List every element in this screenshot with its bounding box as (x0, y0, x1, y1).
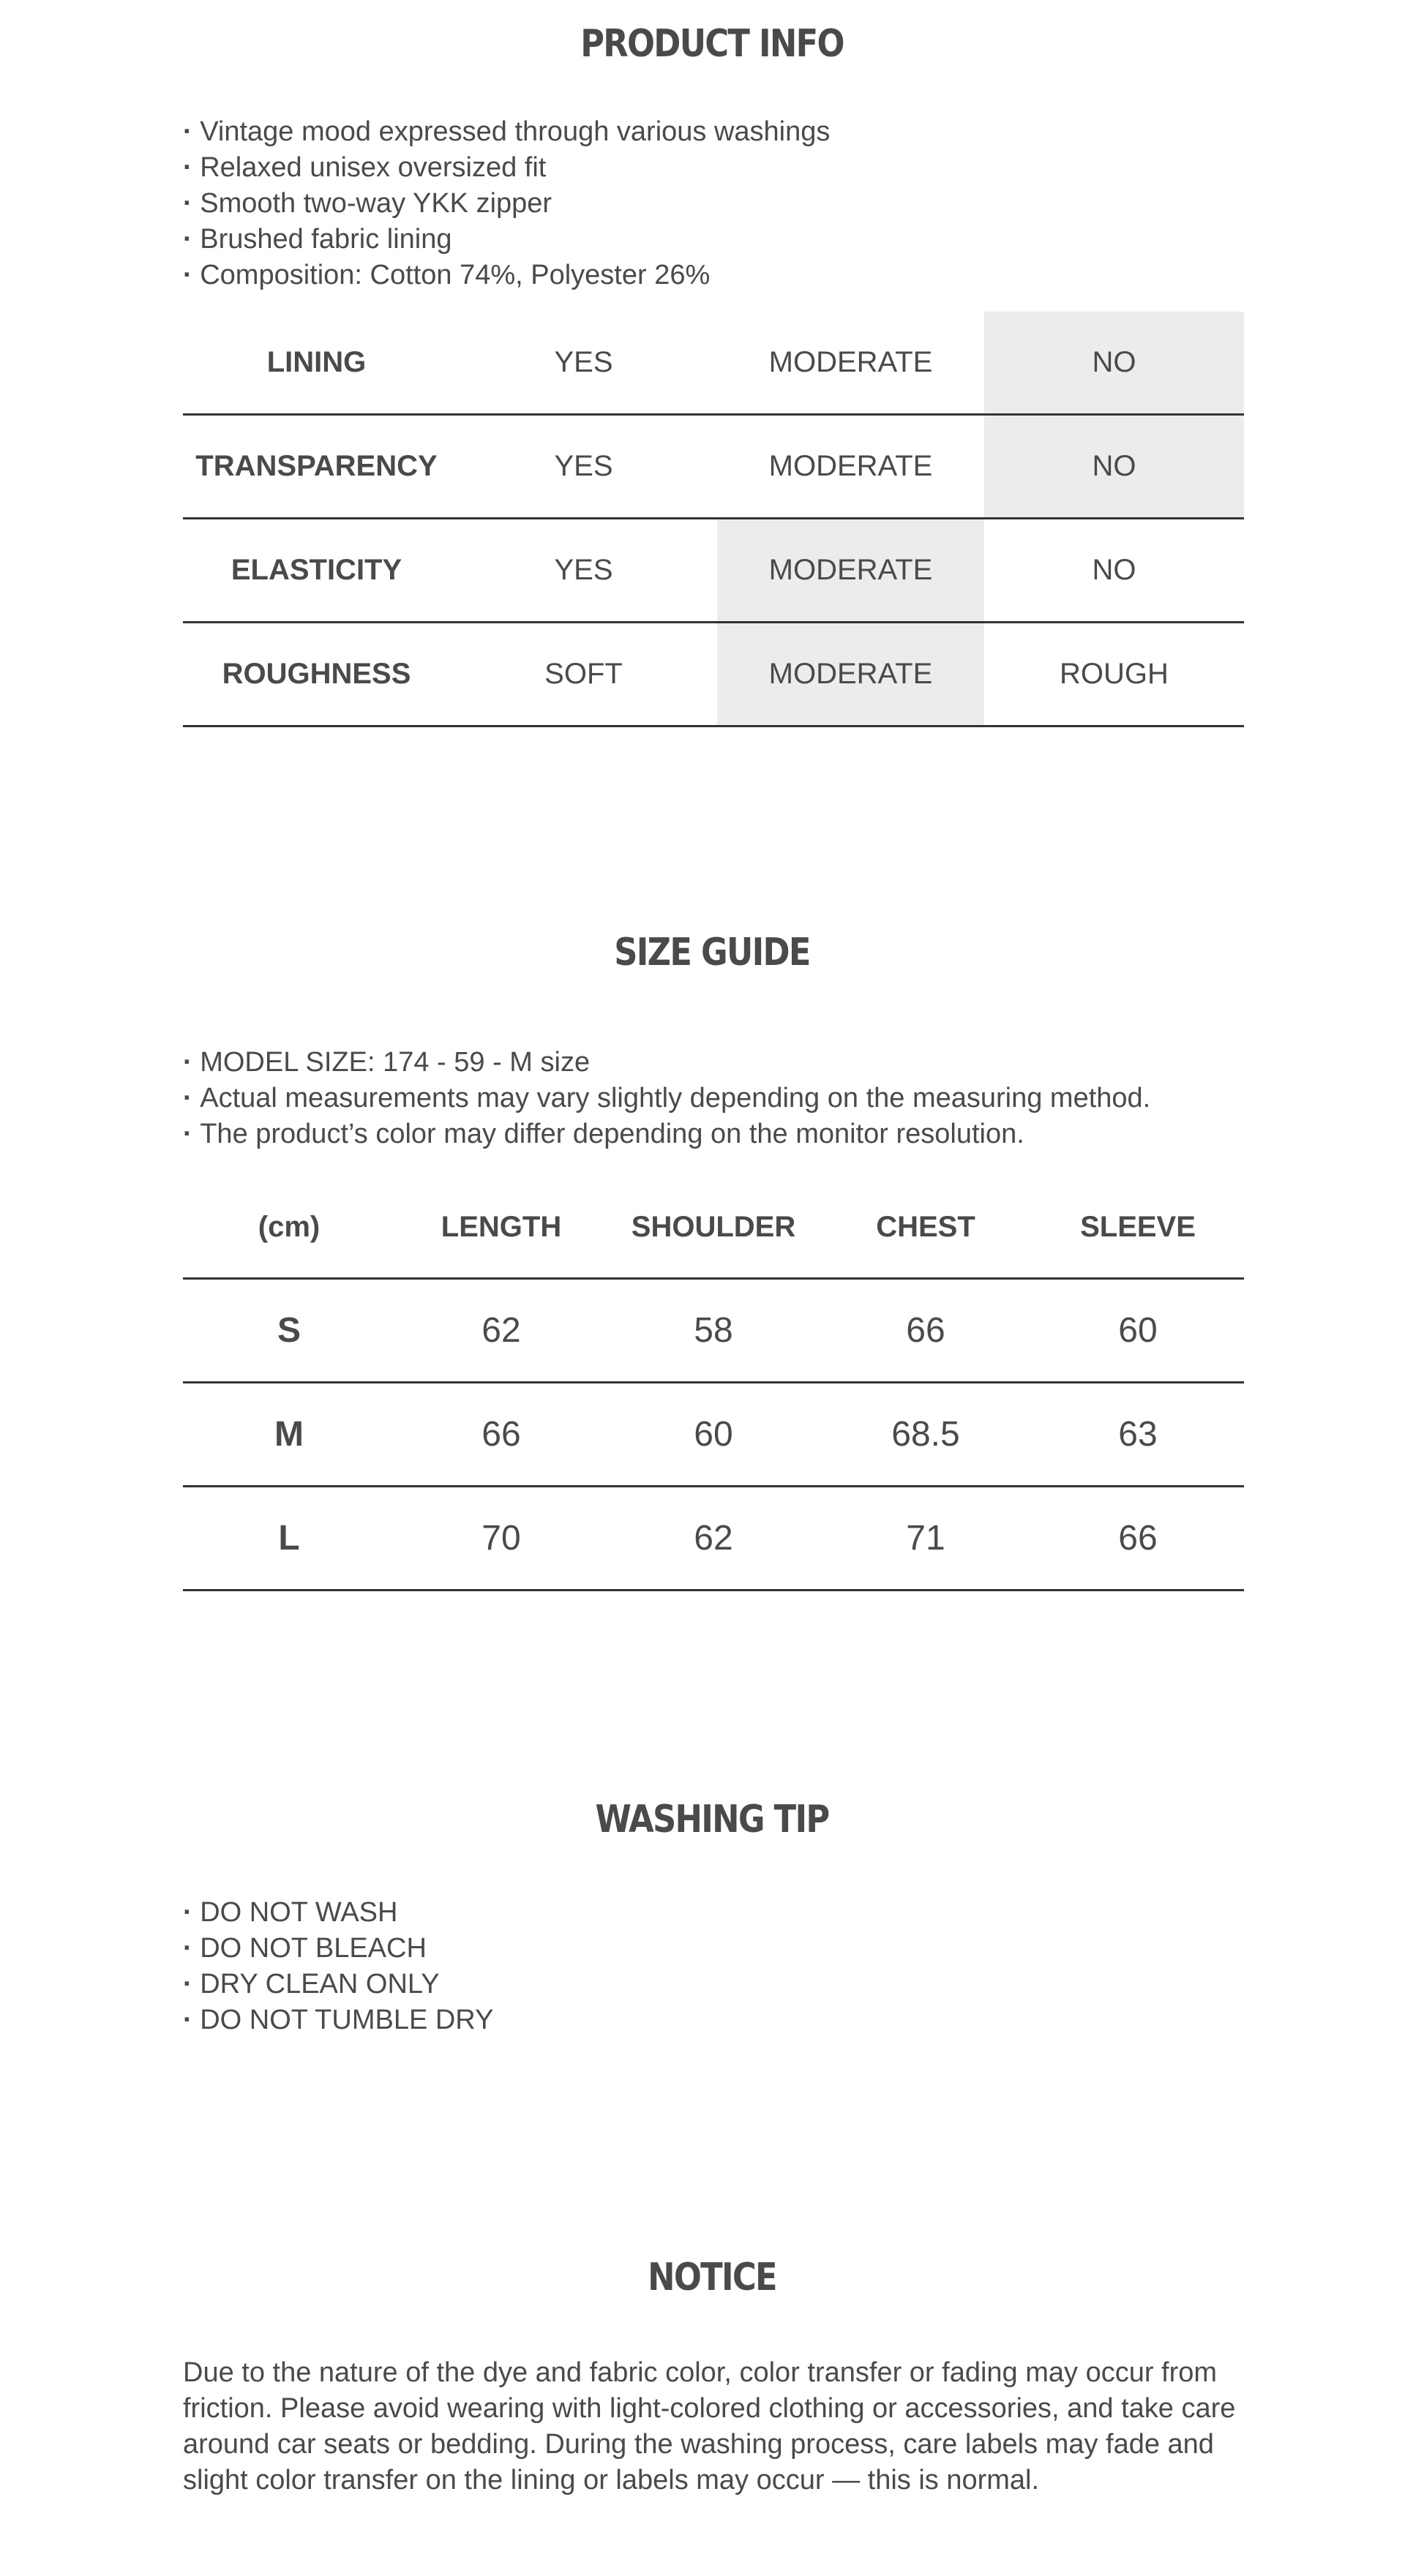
attribute-option: MODERATE (768, 346, 933, 378)
bullet-item: · Relaxed unisex oversized fit (183, 150, 830, 186)
table-cell: 62 (481, 1311, 521, 1350)
table-row (183, 1487, 1244, 1591)
attribute-label: TRANSPARENCY (195, 450, 438, 482)
size-guide-bullets (183, 1045, 1150, 1152)
bullet-item: · DO NOT WASH (183, 1895, 493, 1931)
table-cell: 60 (694, 1415, 733, 1454)
column-header: CHEST (876, 1210, 975, 1243)
table-cell: 70 (481, 1519, 521, 1558)
attribute-option: NO (984, 312, 1244, 413)
attribute-row-transparency (183, 416, 1244, 519)
size-label: S (277, 1311, 301, 1350)
size-table (183, 1176, 1244, 1591)
table-cell: 71 (906, 1519, 945, 1558)
size-label: M (274, 1415, 304, 1454)
attribute-option: MODERATE (717, 519, 984, 621)
product-info-bullets (183, 114, 830, 293)
notice-title: NOTICE (648, 2256, 776, 2299)
notice-paragraph: Due to the nature of the dye and fabric color, color transfer or fading may occur from friction. Please avoid wearing with light-colored clothing or accessories, and take care around car seats or bedding. During the washing process, care labels may fade and slight color transfer on the lining or labels may occur — this is normal. (183, 2357, 1236, 2496)
attribute-option: NO (1092, 554, 1136, 586)
washing-tip-bullets (183, 1895, 493, 2038)
attribute-option: SOFT (544, 658, 623, 690)
bullet-item: · DO NOT BLEACH (183, 1931, 493, 1967)
product-info-title: PRODUCT INFO (580, 22, 844, 66)
attribute-label: LINING (266, 346, 367, 378)
column-header: (cm) (258, 1210, 321, 1243)
table-cell: 66 (906, 1311, 945, 1350)
table-cell: 66 (1118, 1519, 1158, 1558)
bullet-item: · The product’s color may differ depending on the monitor resolution. (183, 1116, 1150, 1152)
table-row (183, 1383, 1244, 1487)
attribute-row-roughness (183, 623, 1244, 727)
table-cell: 62 (694, 1519, 733, 1558)
size-label: L (278, 1519, 300, 1558)
table-cell: 63 (1118, 1415, 1158, 1454)
bullet-item: · Composition: Cotton 74%, Polyester 26% (183, 258, 830, 293)
table-cell: 66 (481, 1415, 521, 1454)
attribute-option: ROUGH (1060, 658, 1169, 690)
washing-tip-title: WASHING TIP (595, 1798, 829, 1841)
size-table-header (183, 1176, 1244, 1280)
column-header: LENGTH (441, 1210, 562, 1243)
attribute-option: YES (554, 554, 613, 586)
attribute-row-lining (183, 312, 1244, 416)
bullet-item: · Vintage mood expressed through various washings (183, 114, 830, 150)
table-cell: 60 (1118, 1311, 1158, 1350)
bullet-item: · DRY CLEAN ONLY (183, 1967, 493, 2002)
table-cell: 58 (694, 1311, 733, 1350)
attribute-row-elasticity (183, 519, 1244, 623)
column-header: SLEEVE (1080, 1210, 1196, 1243)
attribute-label: ROUGHNESS (222, 658, 411, 690)
bullet-item: · Actual measurements may vary slightly depending on the measuring method. (183, 1081, 1150, 1116)
attribute-option: MODERATE (768, 450, 933, 482)
table-row (183, 1280, 1244, 1383)
attribute-option: YES (554, 346, 613, 378)
bullet-item: · MODEL SIZE: 174 - 59 - M size (183, 1045, 1150, 1081)
attribute-option: MODERATE (717, 623, 984, 725)
bullet-item: · Smooth two-way YKK zipper (183, 186, 830, 222)
bullet-item: · DO NOT TUMBLE DRY (183, 2002, 493, 2038)
column-header: SHOULDER (631, 1210, 796, 1243)
fabric-attribute-table (183, 312, 1244, 727)
attribute-option: NO (984, 416, 1244, 517)
table-cell: 68.5 (891, 1415, 960, 1454)
attribute-option: YES (554, 450, 613, 482)
size-guide-title: SIZE GUIDE (614, 931, 810, 975)
bullet-item: · Brushed fabric lining (183, 222, 830, 258)
attribute-label: ELASTICITY (231, 554, 402, 586)
